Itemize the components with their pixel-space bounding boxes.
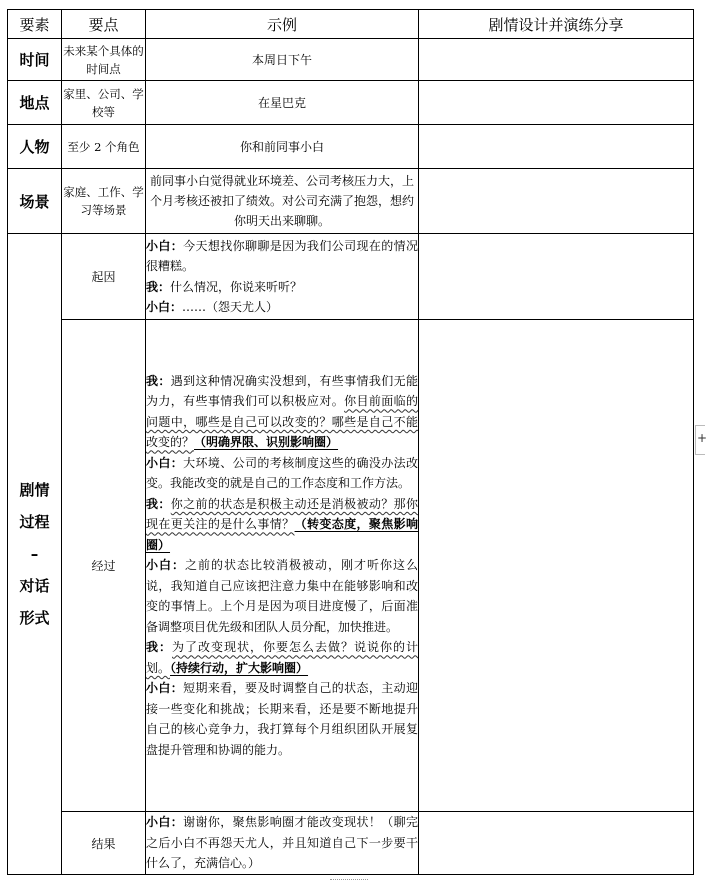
dialogue-text: 什么情况，你说来听听？ xyxy=(170,279,303,294)
dialogue-line xyxy=(146,277,418,298)
page-footer-mark xyxy=(330,879,368,881)
margin-expand-handle[interactable] xyxy=(695,425,705,455)
dialogue-line xyxy=(146,236,418,277)
process-dialogue xyxy=(146,320,419,812)
dialogue-line xyxy=(146,555,418,637)
speaker: 我： xyxy=(146,496,171,511)
scene-point: 家庭、工作、学习等场景 xyxy=(62,169,146,234)
dialogue-line xyxy=(146,678,418,760)
plot-label xyxy=(8,234,62,875)
scene-label: 场景 xyxy=(8,169,62,234)
plot-label-line: 对话 xyxy=(19,577,50,595)
dialogue-text: 谢谢你，聚焦影响圈才能改变现状！（聊完之后小白不再怨天尤人，并且知道自己下一步要干什么了，充满信心。） xyxy=(146,815,418,871)
time-label: 时间 xyxy=(8,39,62,81)
row-people xyxy=(8,125,694,169)
cause-dialogue xyxy=(146,234,419,320)
dialogue-text: 今天想找你聊聊是因为我们公司现在的情况很糟糕。 xyxy=(146,238,418,273)
method-note: （明确界限、识别影响圈） xyxy=(194,435,339,450)
dialogue-text: 短期来看，要及时调整自己的状态，主动迎接一些变化和挑战；长期来看，还是要不断地提升自己的核心竞争力，我打算每个月组织团队开展复盘提升管理和协调的能力。 xyxy=(146,681,418,757)
people-label: 人物 xyxy=(8,125,62,169)
stage-cause: 起因 xyxy=(62,234,146,320)
place-example: 在星巴克 xyxy=(146,81,419,125)
people-point: 至少 2 个角色 xyxy=(62,125,146,169)
time-point: 未来某个具体的时间点 xyxy=(62,39,146,81)
plot-label-line: 过程 xyxy=(19,513,50,531)
result-design-cell[interactable] xyxy=(419,812,694,875)
activity-design-table xyxy=(7,9,694,875)
guiding-question: 你目前面临的问题中，哪些是自己可以改变的？哪些是自己不能改变的？ xyxy=(146,394,418,450)
dialogue-line xyxy=(146,453,418,494)
plot-label-line: – xyxy=(30,545,39,563)
dialogue-line xyxy=(146,637,418,678)
speaker: 小白： xyxy=(146,300,183,314)
place-point: 家里、公司、学校等 xyxy=(62,81,146,125)
speaker: 小白： xyxy=(146,238,184,253)
row-time xyxy=(8,39,694,81)
guiding-question: 你之前的状态是积极主动还是消极被动？那你现在更关注的是什么事情？ xyxy=(146,496,418,532)
dialogue-line xyxy=(146,297,418,318)
people-design-cell[interactable] xyxy=(419,125,694,169)
plus-icon: + xyxy=(697,431,707,445)
time-design-cell[interactable] xyxy=(419,39,694,81)
header-point: 要点 xyxy=(62,10,146,39)
speaker: 小白： xyxy=(146,455,184,470)
row-cause xyxy=(8,234,694,320)
cause-design-cell[interactable] xyxy=(419,234,694,320)
people-example: 你和前同事小白 xyxy=(146,125,419,169)
stage-process: 经过 xyxy=(62,320,146,812)
dialogue-line xyxy=(146,494,418,556)
dialogue-text: ……（怨天尤人） xyxy=(182,300,279,314)
place-label: 地点 xyxy=(8,81,62,125)
speaker: 我： xyxy=(146,373,171,388)
dialogue-text: 遇到这种情况确实没想到，有些事情我们无能为力，有些事情我们可以积极应对。 xyxy=(146,373,418,409)
scene-design-cell[interactable] xyxy=(419,169,694,234)
plot-label-line: 剧情 xyxy=(19,481,50,499)
stage-result: 结果 xyxy=(62,812,146,875)
row-result xyxy=(8,812,694,875)
header-design: 剧情设计并演练分享 xyxy=(419,10,694,39)
method-note: （转变态度，聚焦影响圈） xyxy=(146,517,418,552)
scene-example: 前同事小白觉得就业环境差、公司考核压力大，上个月考核还被扣了绩效。对公司充满了抱怨，想约你明天出来聊聊。 xyxy=(146,169,419,234)
speaker: 小白： xyxy=(146,558,185,573)
result-dialogue xyxy=(146,812,419,875)
plot-label-line: 形式 xyxy=(19,609,50,627)
dialogue-line xyxy=(146,812,418,874)
dialogue-line xyxy=(146,371,418,453)
process-design-cell[interactable] xyxy=(419,320,694,812)
dialogue-text: 之前的状态比较消极被动，刚才听你这么说，我知道自己应该把注意力集中在能够影响和改变的事情上。上个月是因为项目进度慢了，后面准备调整项目优先级和团队人员分配，加快推进。 xyxy=(146,558,418,634)
row-process xyxy=(8,320,694,812)
header-example: 示例 xyxy=(146,10,419,39)
dialogue-text: 大环境、公司的考核制度这些的确没办法改变。我能改变的就是自己的工作态度和工作方法。 xyxy=(146,455,418,491)
guiding-question: 为了改变现状，你要怎么去做？说说你的计划。 xyxy=(146,640,418,675)
header-element: 要素 xyxy=(8,10,62,39)
header-row xyxy=(8,10,694,39)
time-example: 本周日下午 xyxy=(146,39,419,81)
row-scene xyxy=(8,169,694,234)
speaker: 小白： xyxy=(146,681,184,696)
speaker: 小白： xyxy=(146,815,184,830)
place-design-cell[interactable] xyxy=(419,81,694,125)
method-note: （持续行动，扩大影响圈） xyxy=(170,660,309,675)
speaker: 我： xyxy=(146,279,171,294)
row-place xyxy=(8,81,694,125)
speaker: 我： xyxy=(146,640,172,655)
